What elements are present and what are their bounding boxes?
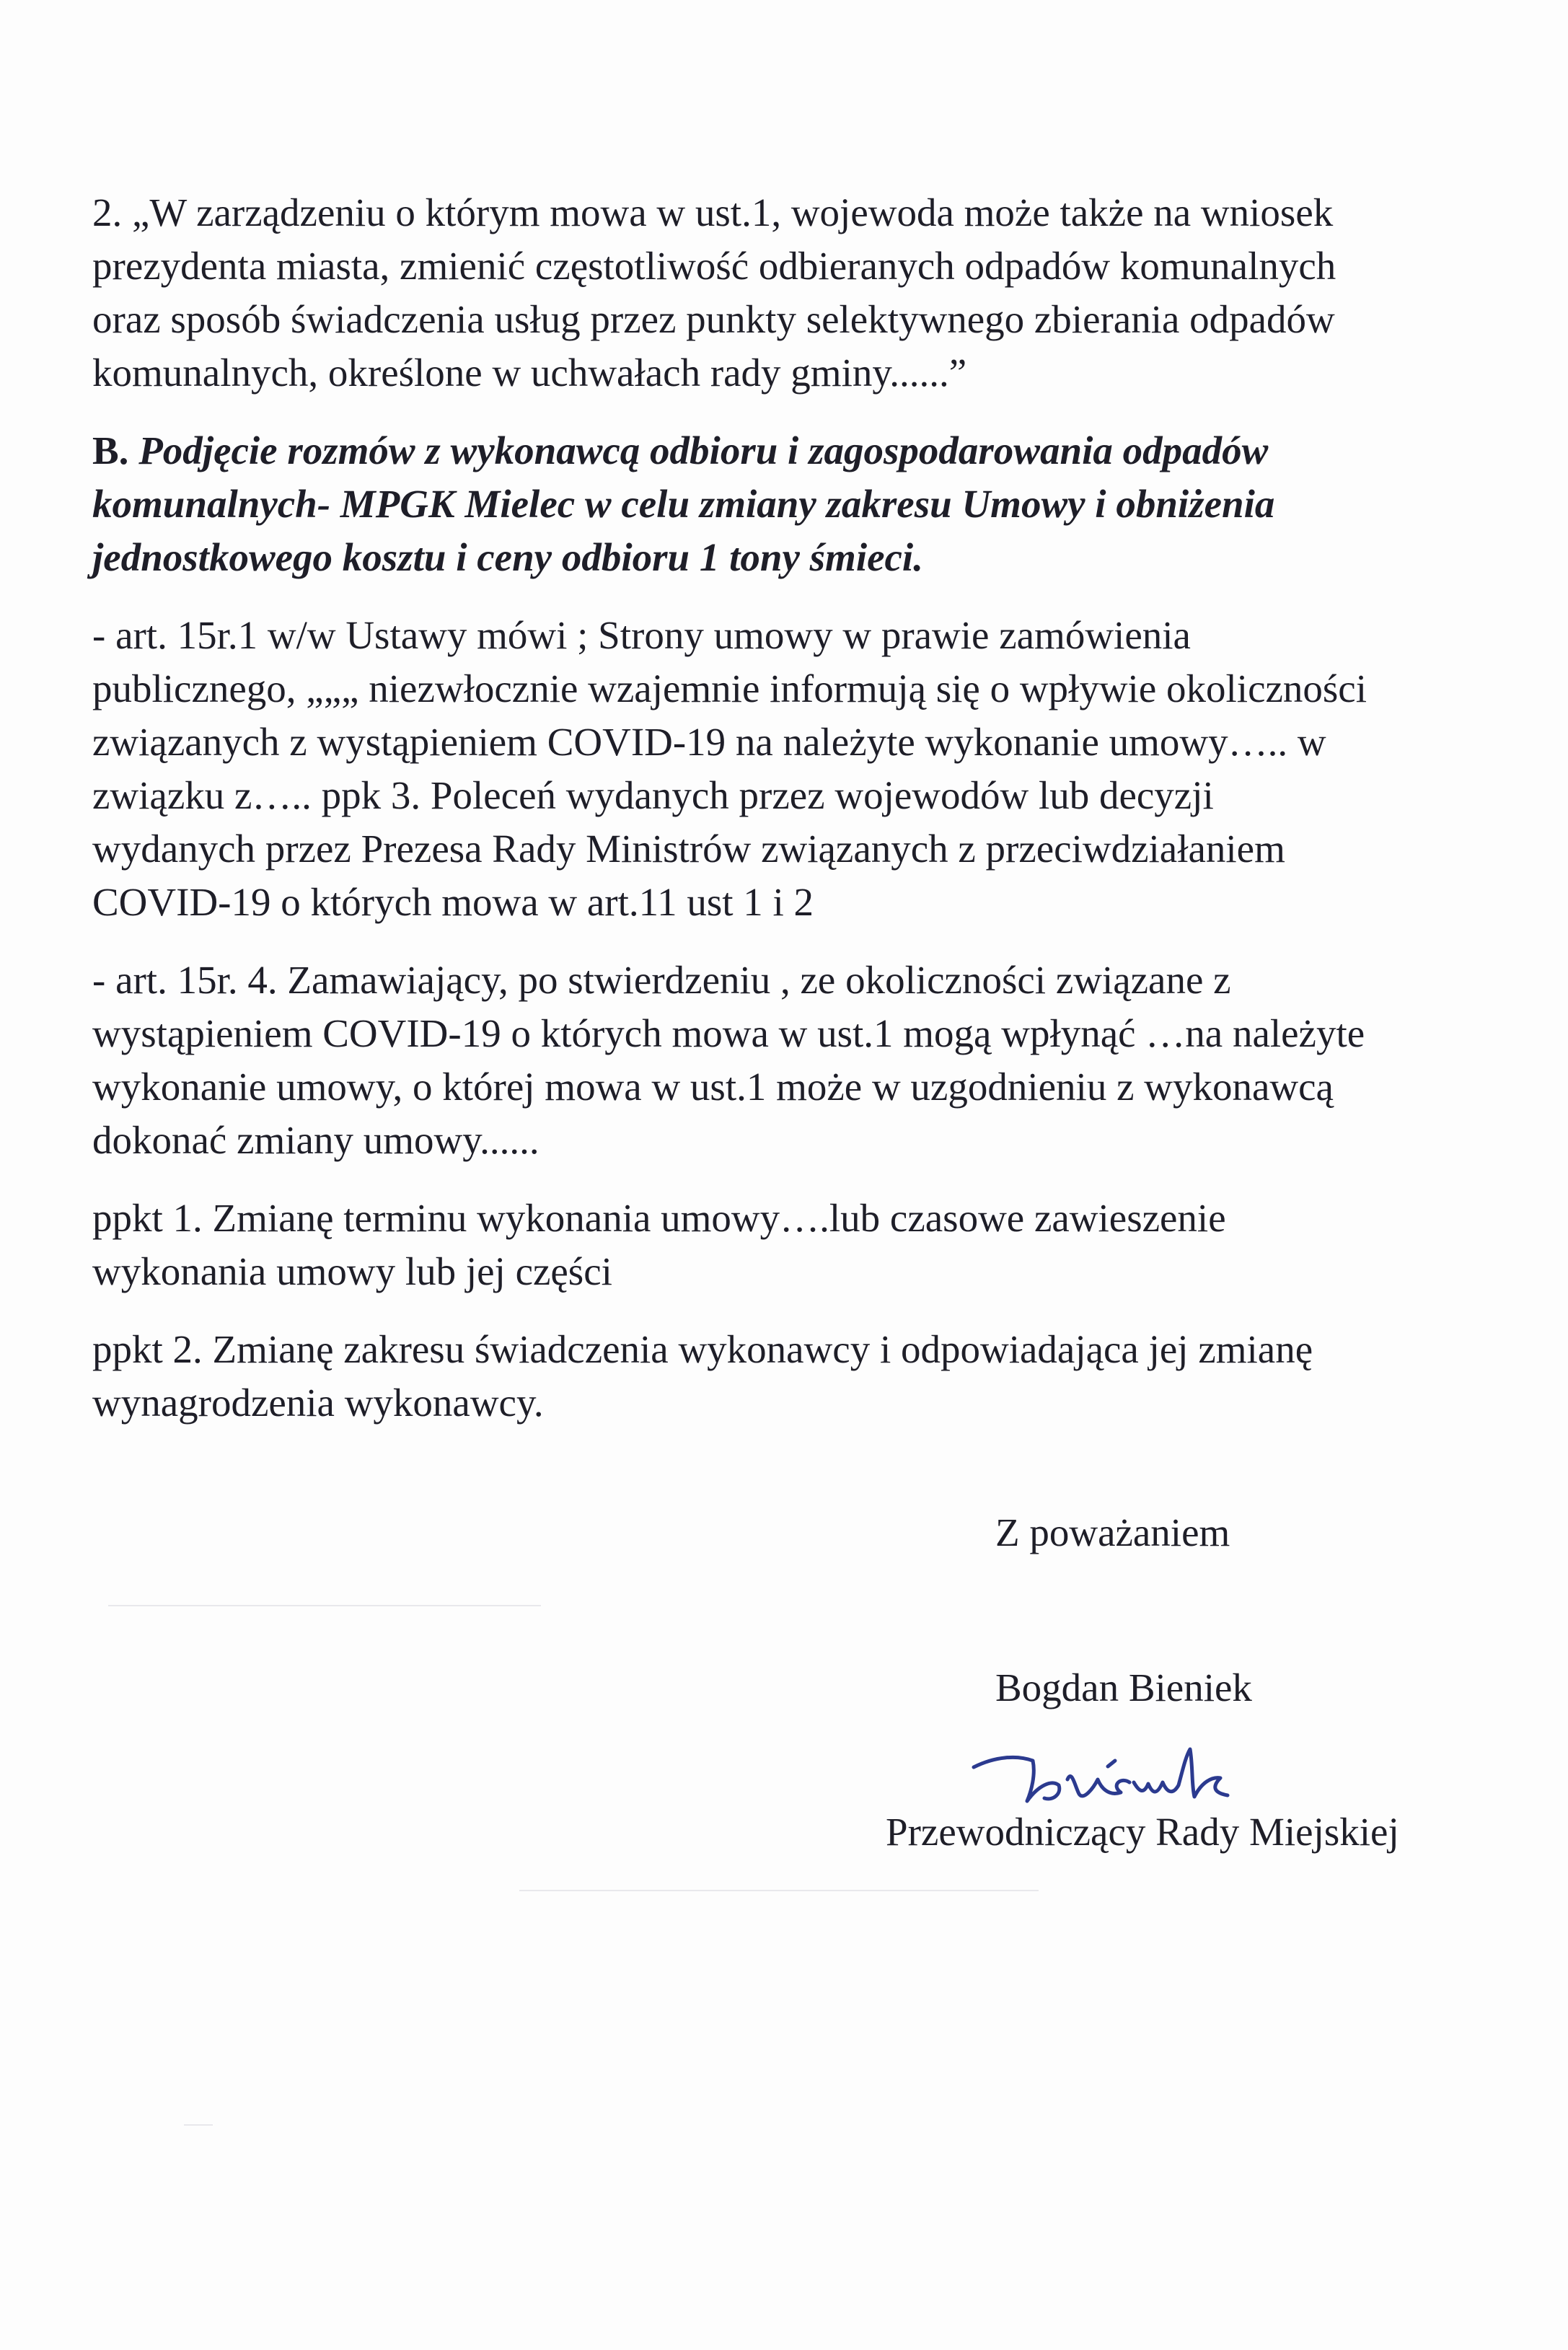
ppkt-1-paragraph xyxy=(92,1192,1463,1298)
text-line: dokonać zmiany umowy...... xyxy=(92,1118,539,1162)
text-line: wynagrodzenia wykonawcy. xyxy=(92,1381,544,1425)
text-line: - art. 15r. 4. Zamawiający, po stwierdzeniu , ze okoliczności związane z xyxy=(92,958,1231,1002)
scan-artifact-line xyxy=(184,2124,213,2126)
section-b-label: B. xyxy=(92,428,129,472)
section-b-heading xyxy=(92,424,1463,584)
signature-stroke xyxy=(1134,1749,1228,1797)
art-15r-1-paragraph xyxy=(92,609,1463,929)
text-line: ppkt 2. Zmianę zakresu świadczenia wykonawcy i odpowiadająca jej zmianę xyxy=(92,1327,1313,1371)
text-line: wykonanie umowy, o której mowa w ust.1 może w uzgodnieniu z wykonawcą xyxy=(92,1065,1334,1109)
signature-stroke xyxy=(1108,1761,1115,1766)
text-line: wystąpieniem COVID-19 o których mowa w ust.1 mogą wpłynąć …na należyte xyxy=(92,1011,1365,1055)
letter-body xyxy=(92,186,1463,1454)
text-line: COVID-19 o których mowa w art.11 ust 1 i 2 xyxy=(92,880,814,924)
text-line: ppkt 1. Zmianę terminu wykonania umowy….lub czasowe zawieszenie xyxy=(92,1196,1226,1240)
signatory-name: Bogdan Bieniek xyxy=(995,1665,1252,1709)
text-line: komunalnych, określone w uchwałach rady gminy......” xyxy=(92,351,967,395)
signature-stroke xyxy=(974,1757,1060,1801)
text-line: związku z….. ppk 3. Poleceń wydanych przez wojewodów lub decyzji xyxy=(92,773,1214,817)
closing-regards: Z poważaniem xyxy=(995,1510,1230,1554)
text-line: oraz sposób świadczenia usług przez punkty selektywnego zbierania odpadów xyxy=(92,297,1335,341)
text-line: publicznego, „„„ niezwłocznie wzajemnie informują się o wpływie okoliczności xyxy=(92,666,1367,710)
text-line: - art. 15r.1 w/w Ustawy mówi ; Strony umowy w prawie zamówienia xyxy=(92,613,1191,657)
text-line xyxy=(92,424,1463,478)
art-15r-4-paragraph xyxy=(92,954,1463,1167)
text-line: wykonania umowy lub jej części xyxy=(92,1249,612,1293)
section-b-title-line: jednostkowego kosztu i ceny odbioru 1 tony śmieci. xyxy=(92,535,923,579)
section-b-title-line: komunalnych- MPGK Mielec w celu zmiany zakresu Umowy i obniżenia xyxy=(92,482,1275,526)
text-line: związanych z wystąpieniem COVID-19 na należyte wykonanie umowy….. w xyxy=(92,720,1326,764)
handwritten-signature xyxy=(966,1735,1241,1814)
text-line: prezydenta miasta, zmienić częstotliwość odbieranych odpadów komunalnych xyxy=(92,244,1336,288)
paragraph-2 xyxy=(92,186,1463,400)
section-b-title-line: Podjęcie rozmów z wykonawcą odbioru i zagospodarowania odpadów xyxy=(138,428,1269,472)
ppkt-2-paragraph xyxy=(92,1323,1463,1430)
signature-stroke xyxy=(1067,1776,1129,1795)
text-line: wydanych przez Prezesa Rady Ministrów związanych z przeciwdziałaniem xyxy=(92,827,1285,871)
scan-artifact-line xyxy=(519,1890,1039,1891)
scan-artifact-line xyxy=(108,1605,541,1606)
text-line: 2. „W zarządzeniu o którym mowa w ust.1, wojewoda może także na wniosek xyxy=(92,190,1334,234)
signatory-role: Przewodniczący Rady Miejskiej xyxy=(886,1810,1399,1854)
